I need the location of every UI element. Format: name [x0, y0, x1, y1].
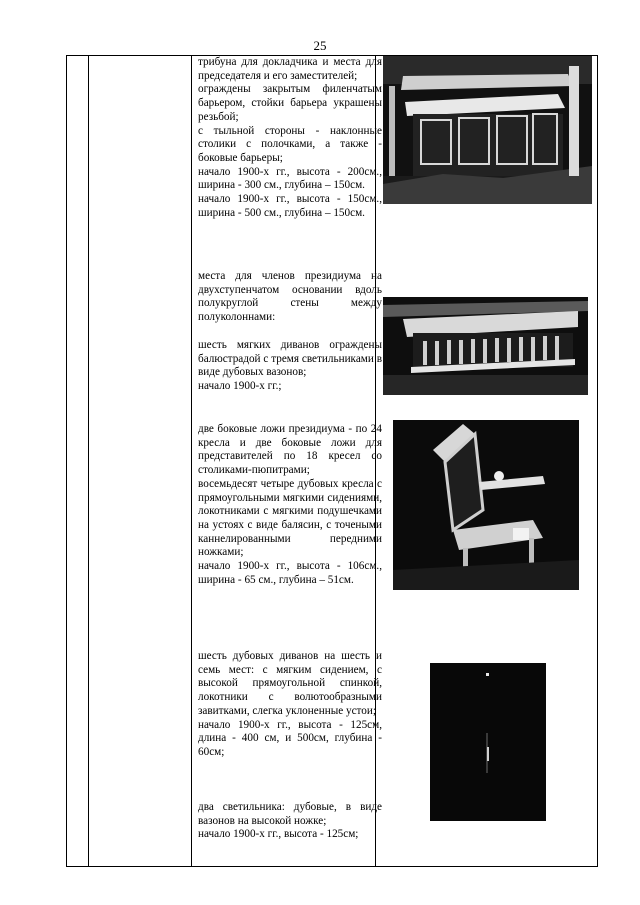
entry-paragraph: начало 1900-х гг., высота - 125см;	[198, 828, 359, 841]
column-divider	[191, 56, 192, 866]
entry-oak-sofas	[198, 650, 382, 760]
entry-paragraph: две боковые ложи президиума - по 24 кресла и две боковые ложи для представителей по 18 кресел со столиками-пюпитрами;	[198, 423, 382, 477]
inventory-table	[66, 55, 598, 867]
page-number: 25	[313, 38, 327, 53]
entry-paragraph: ограждены закрытым филенчатым барьером, стойки барьера украшены резьбой;	[198, 83, 382, 123]
entry-paragraph: шесть дубовых диванов на шесть и семь мест: с мягким сидением, с высокой прямоугольной спинкой, локотники с волютообразными завитками, слегка уклоненные устои;	[198, 650, 382, 717]
entry-tribune	[198, 56, 382, 220]
entry-paragraph: начало 1900-х гг., высота - 200см., ширина - 300 см., глубина – 150см.	[198, 165, 382, 192]
entry-paragraph: с тыльной стороны - наклонные столики с полочками, а также - боковые барьеры;	[198, 124, 382, 164]
entry-paragraph: начало 1900-х гг., высота - 150см., ширина - 500 см., глубина – 150см.	[198, 193, 382, 219]
entry-presidium-seats	[198, 270, 382, 394]
entry-paragraph: места для членов президиума на двухступенчатом основании вдоль полукруглой стены между полуколоннами:	[198, 270, 382, 324]
photo-presidium-sofas	[383, 297, 588, 395]
entry-boxes-armchairs	[198, 423, 382, 587]
entry-paragraph: восемьдесят четыре дубовых кресла с прямоугольными мягкими сидениями, локотниками с мягкими подушечками на устоях с виде балясин, с точеными каннелированными передними ножками;	[198, 477, 382, 559]
entry-paragraph: начало 1900-х гг., высота - 106см., ширина - 65 см., глубина – 51см.	[198, 560, 382, 586]
entry-paragraph: начало 1900-х гг., высота - 125см, длина - 400 см, и 500см, глубина - 60см;	[198, 718, 382, 758]
photo-tribune	[383, 56, 592, 204]
column-divider	[88, 56, 89, 866]
description-column	[198, 56, 382, 866]
entry-paragraph: начало 1900-х гг.;	[198, 379, 282, 392]
entry-paragraph: два светильника: дубовые, в виде вазонов на высокой ножке;	[198, 801, 382, 827]
photo-armchair	[393, 420, 579, 590]
entry-paragraph: шесть мягких диванов ограждены балюстрадой с тремя светильниками в виде дубовых вазонов;	[198, 338, 382, 379]
photo-oak-sofa	[430, 663, 546, 821]
entry-lamps	[198, 801, 382, 842]
entry-paragraph: трибуна для докладчика и места для председателя и его заместителей;	[198, 56, 382, 82]
